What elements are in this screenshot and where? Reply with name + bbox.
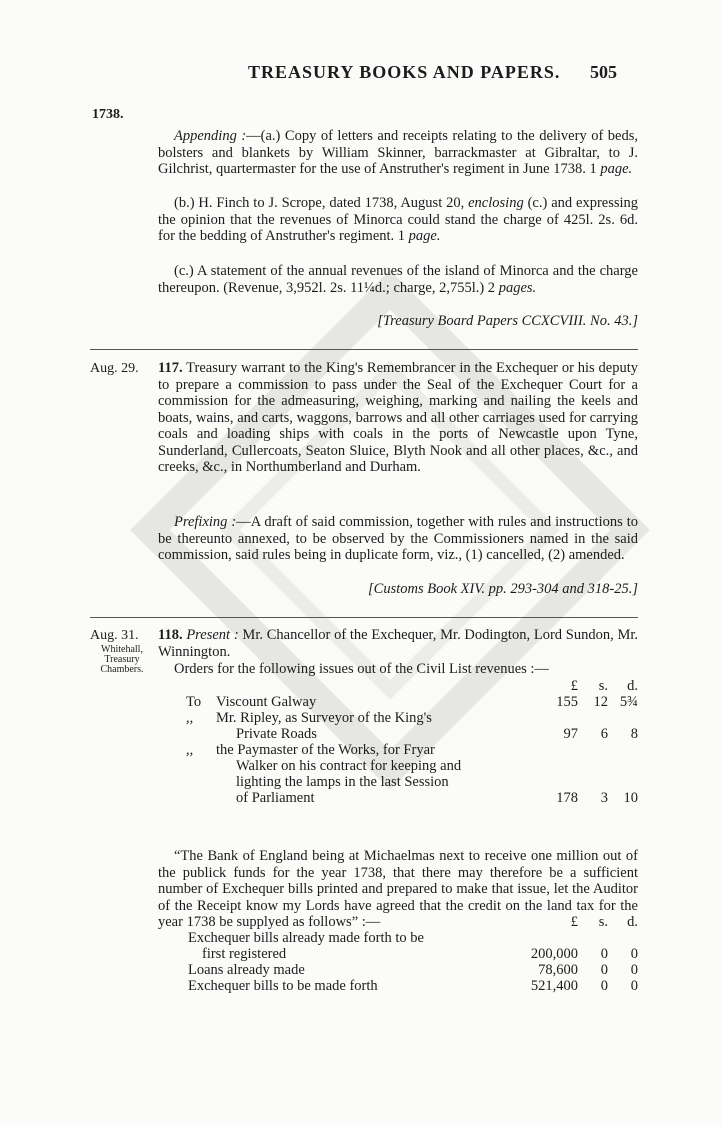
table-row [188,930,638,946]
present-label: Present : [186,627,239,643]
appending-a-page: page. [600,161,633,177]
margin-date-117: Aug. 29. [90,361,139,376]
table-row [186,726,638,742]
credit-pounds: 521,400 [530,978,578,994]
divider [90,617,638,618]
credit-pence: 0 [630,978,638,994]
issue-shillings: 6 [600,726,608,742]
credit-shillings: 0 [600,946,608,962]
margin-place-line: Whitehall, [101,644,143,655]
appending-b-paragraph [158,195,638,245]
issue-lead: To [186,694,202,710]
issue-lead: ,, [186,742,194,758]
table-header-row [188,914,638,930]
issue-payee-cont: lighting the lamps in the last Session [236,774,449,790]
issue-pounds: 97 [563,726,578,742]
issue-payee: Mr. Ripley, as Surveyor of the King's [216,710,432,726]
credit-pounds: 200,000 [530,946,578,962]
credit-pence: 0 [630,946,638,962]
entry-118-number: 118. [158,627,183,643]
table-row [188,946,638,962]
appending-b-start: (b.) H. Finch to J. Scrope, dated 1738, August 20, [174,195,465,211]
credit-item-cont: first registered [202,946,287,962]
prefixing-text: —A draft of said commission, together with rules and instructions to be thereunto annexed, to be observed by the Commissioners named in the said commission, said rules being in duplicate form, viz., (1) cancelled, (2) amended. [158,514,639,563]
issue-shillings: 3 [600,790,608,806]
table-row [186,710,638,726]
page-header [0,60,722,90]
table-row [186,790,638,806]
appending-c-pages: pages. [498,279,537,296]
prefixing-label: Prefixing : [174,514,237,530]
credit-pence: 0 [630,962,638,978]
bank-paragraph: “The Bank of England being at Michaelmas next to receive one million out of the publick funds for the year 1738, that there may therefore be a sufficient number of Exchequer bills printed and prepared to make that issue, let the Auditor of the Receipt know my Lords have agreed that the credit on the land tax for the year 1738 be supplyed as follows” :— [158,848,638,930]
credit-shillings: 0 [600,978,608,994]
credit-item: Exchequer bills to be made forth [188,978,378,994]
issue-pounds: 155 [556,694,578,710]
margin-year: 1738. [92,107,124,122]
issue-payee: the Paymaster of the Works, for Fryar [216,742,435,758]
col-header-pounds: £ [570,678,578,694]
reference-116: [Treasury Board Papers CCXCVIII. No. 43.] [377,313,638,329]
reference-117: [Customs Book XIV. pp. 293-304 and 318-25.] [368,581,638,597]
margin-place-118 [92,645,152,675]
table-row [188,978,638,994]
credit-item: Loans already made [188,962,305,978]
credit-pounds: 78,600 [538,962,578,978]
present-text: Mr. Chancellor of the Exchequer, Mr. Dodington, Lord Sundon, Mr. Winnington. [158,627,638,660]
margin-date-118: Aug. 31. [90,628,139,643]
col-header-shillings: s. [598,914,608,930]
issue-pounds: 178 [556,790,578,806]
appending-a-text: —(a.) Copy of letters and receipts relating to the delivery of beds, bolsters and blankets by William Skinner, barrackmaster at Gibraltar, to J. Gilchrist, quartermaster for the use of Anstruther's regiment in June 1738. 1 [158,128,638,177]
issue-pence: 8 [630,726,638,742]
margin-place-line: Treasury [104,654,140,665]
entry-117-paragraph [158,360,638,476]
table-row [186,758,638,774]
page-number: 505 [590,62,617,82]
entry-118-present [158,627,638,660]
col-header-pounds: £ [570,914,578,930]
issue-payee: Viscount Galway [216,694,317,710]
appending-paragraph [158,128,638,178]
issue-payee-cont: Walker on his contract for keeping and [236,758,462,774]
appending-label: Appending : [174,128,247,144]
table-row [186,774,638,790]
table-row [186,694,638,710]
issue-payee-cont: of Parliament [236,790,315,806]
appending-c-paragraph [158,263,638,296]
issue-lead: ,, [186,710,194,726]
appending-c-text: (c.) A statement of the annual revenues of the island of Minorca and the charge thereupon. (Revenue, 3,952l. 2s. 11¼d.; charge, 2,755l.) 2 [158,263,638,296]
divider [90,349,638,350]
appending-b-rest: (c.) and expressing the opinion that the revenues of Minorca could stand the charge of 425l. 2s. 6d. for the bedding of Anstruther's regiment. 1 [158,195,639,244]
appending-b-enclosing: enclosing [468,195,524,211]
issue-pence: 5¾ [619,694,638,710]
appending-b-page: page. [408,228,441,244]
prefixing-paragraph [158,514,638,564]
issue-shillings: 12 [593,694,608,710]
credit-item: Exchequer bills already made forth to be [188,930,424,946]
margin-place-line: Chambers. [100,664,144,675]
credit-shillings: 0 [600,962,608,978]
col-header-pence: d. [627,678,638,694]
entry-117-number: 117. [158,360,183,376]
issue-pence: 10 [623,790,638,806]
issue-payee-cont: Private Roads [236,726,317,742]
table-header-row [186,678,638,694]
issues-table [186,678,638,806]
running-head: TREASURY BOOKS AND PAPERS. [248,62,561,82]
entry-117-text: Treasury warrant to the King's Remembrancer in the Exchequer or his deputy to prepare a commission to pass under the Seal of the Exchequer Court for a commission for the admeasuring, weighing, marking and nailing the keels and boats, wains, and carts, waggons, barrows and all other carriages used for carrying coals and loading ships with coals in the ports of Newcastle upon Tyne, Sunderland, Cullercoats, Seaton Sluice, Blyth Nook and all other places, &c., and creeks, &c., in Northumberland and Durham. [158,360,639,475]
table-row [186,742,638,758]
col-header-shillings: s. [598,678,608,694]
table-row [188,962,638,978]
orders-intro: Orders for the following issues out of the Civil List revenues :— [174,661,549,677]
credit-table [188,914,638,994]
col-header-pence: d. [627,914,638,930]
